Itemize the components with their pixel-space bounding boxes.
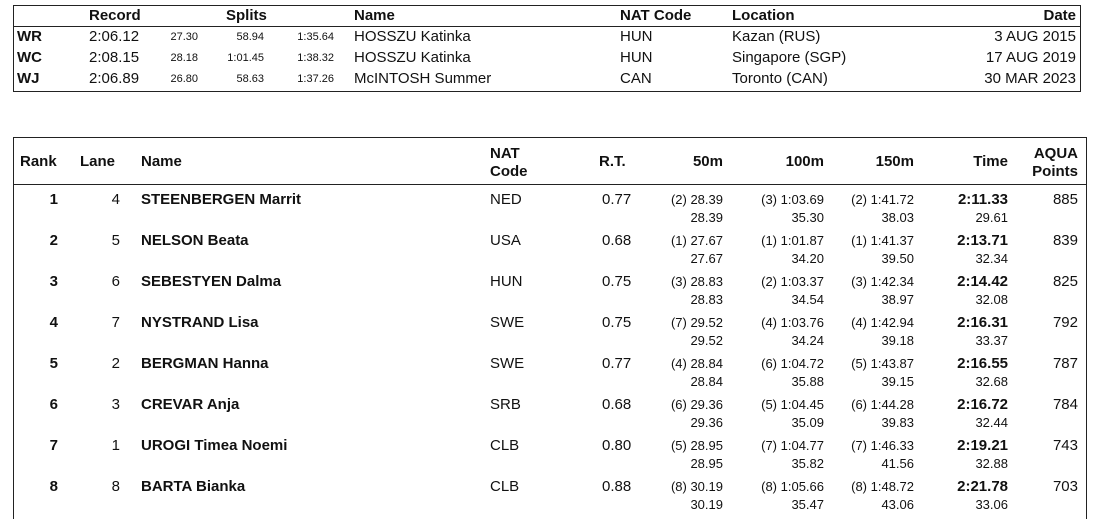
aqua-points: 703: [1052, 478, 1078, 495]
record-code: WJ: [17, 70, 40, 87]
record-time: 2:08.15: [89, 49, 140, 66]
lane-cell: 6: [111, 273, 120, 290]
split-50m-lap: 29.36: [690, 415, 723, 430]
swimmer-name: UROGI Timea Noemi: [141, 437, 288, 454]
nat-cell: CLB: [490, 437, 520, 454]
record-code: WR: [17, 28, 42, 45]
record-time: 2:06.89: [89, 70, 140, 87]
split-150m-lap: 39.83: [881, 415, 914, 430]
split-50m-lap: 30.19: [690, 497, 723, 512]
header-time: Time: [973, 153, 1008, 170]
split-150m-cumulative: (6) 1:44.28: [851, 397, 914, 412]
split-100m-cumulative: (7) 1:04.77: [761, 438, 824, 453]
final-time: 2:16.55: [957, 355, 1008, 372]
result-row: [14, 232, 1086, 273]
final-time: 2:21.78: [957, 478, 1008, 495]
swimmer-name: STEENBERGEN Marrit: [141, 191, 302, 208]
reaction-time: 0.77: [602, 191, 632, 208]
record-split-150: 1:35.64: [297, 31, 334, 43]
header-nat-line2: Code: [490, 163, 528, 180]
result-row: [14, 437, 1086, 478]
record-split-100: 1:01.45: [227, 52, 264, 64]
records-header-location: Location: [732, 7, 795, 24]
split-100m-cumulative: (3) 1:03.69: [761, 192, 824, 207]
result-row: [14, 273, 1086, 314]
records-header-date: Date: [1043, 7, 1076, 24]
final-lap: 32.88: [975, 456, 1008, 471]
record-location: Singapore (SGP): [732, 49, 847, 66]
aqua-points: 743: [1052, 437, 1078, 454]
swimmer-name: BERGMAN Hanna: [141, 355, 269, 372]
lane-cell: 8: [111, 478, 120, 495]
header-nat-line1: NAT: [490, 145, 520, 162]
records-table: [13, 5, 1081, 92]
split-100m-cumulative: (5) 1:04.45: [761, 397, 824, 412]
record-split-150: 1:37.26: [297, 73, 334, 85]
split-50m-cumulative: (2) 28.39: [670, 192, 723, 207]
rank-cell: 8: [49, 478, 58, 495]
record-split-150: 1:38.32: [297, 52, 334, 64]
record-split-50: 28.18: [170, 52, 198, 64]
aqua-points: 792: [1052, 314, 1078, 331]
final-lap: 32.68: [975, 374, 1008, 389]
split-50m-cumulative: (6) 29.36: [670, 397, 723, 412]
header-rt: R.T.: [599, 153, 626, 170]
reaction-time: 0.75: [602, 273, 632, 290]
results-table: [13, 137, 1087, 519]
record-nat: HUN: [620, 28, 653, 45]
final-time: 2:16.31: [957, 314, 1008, 331]
split-50m-cumulative: (3) 28.83: [670, 274, 723, 289]
swimmer-name: SEBESTYEN Dalma: [141, 273, 282, 290]
header-name: Name: [141, 153, 182, 170]
nat-cell: CLB: [490, 478, 520, 495]
record-row: [14, 69, 1080, 90]
record-location: Toronto (CAN): [732, 70, 828, 87]
aqua-points: 885: [1052, 191, 1078, 208]
final-lap: 32.44: [975, 415, 1008, 430]
split-50m-lap: 28.39: [690, 210, 723, 225]
result-row: [14, 478, 1086, 519]
split-100m-cumulative: (2) 1:03.37: [761, 274, 824, 289]
reaction-time: 0.68: [602, 396, 632, 413]
record-holder-name: HOSSZU Katinka: [354, 49, 471, 66]
record-nat: HUN: [620, 49, 653, 66]
result-row: [14, 314, 1086, 355]
record-split-100: 58.63: [236, 73, 264, 85]
result-row: [14, 355, 1086, 396]
split-100m-lap: 35.88: [791, 374, 824, 389]
nat-cell: SWE: [490, 314, 525, 331]
split-150m-lap: 38.03: [881, 210, 914, 225]
split-150m-lap: 38.97: [881, 292, 914, 307]
record-location: Kazan (RUS): [732, 28, 821, 45]
records-header-splits: Splits: [226, 7, 267, 24]
split-100m-lap: 34.20: [791, 251, 824, 266]
result-row: [14, 191, 1086, 232]
record-split-50: 27.30: [170, 31, 198, 43]
swimmer-name: CREVAR Anja: [141, 396, 240, 413]
reaction-time: 0.80: [602, 437, 632, 454]
record-holder-name: McINTOSH Summer: [354, 70, 492, 87]
header-rank: Rank: [20, 153, 57, 170]
split-50m-cumulative: (1) 27.67: [670, 233, 723, 248]
split-100m-lap: 35.09: [791, 415, 824, 430]
split-50m-cumulative: (8) 30.19: [670, 479, 723, 494]
aqua-points: 784: [1052, 396, 1078, 413]
swimmer-name: BARTA Bianka: [141, 478, 246, 495]
final-time: 2:19.21: [957, 437, 1008, 454]
reaction-time: 0.75: [602, 314, 632, 331]
records-header-row: [14, 6, 1080, 27]
rank-cell: 1: [49, 191, 58, 208]
result-row: [14, 396, 1086, 437]
final-lap: 32.34: [975, 251, 1008, 266]
record-time: 2:06.12: [89, 28, 140, 45]
split-150m-cumulative: (2) 1:41.72: [851, 192, 914, 207]
rank-cell: 2: [49, 232, 58, 249]
split-150m-lap: 41.56: [881, 456, 914, 471]
nat-cell: USA: [490, 232, 521, 249]
record-nat: CAN: [620, 70, 652, 87]
final-time: 2:13.71: [957, 232, 1008, 249]
rank-cell: 3: [49, 273, 58, 290]
split-100m-lap: 35.82: [791, 456, 824, 471]
header-100m: 100m: [785, 153, 824, 170]
aqua-points: 825: [1052, 273, 1078, 290]
nat-cell: NED: [490, 191, 522, 208]
record-date: 17 AUG 2019: [985, 49, 1076, 66]
split-150m-lap: 43.06: [881, 497, 914, 512]
record-split-100: 58.94: [236, 31, 264, 43]
records-header-nat-code: NAT Code: [620, 7, 692, 24]
split-150m-lap: 39.15: [881, 374, 914, 389]
split-100m-lap: 35.30: [791, 210, 824, 225]
split-50m-lap: 28.83: [690, 292, 723, 307]
header-50m: 50m: [692, 153, 723, 170]
swimmer-name: NYSTRAND Lisa: [141, 314, 259, 331]
final-time: 2:11.33: [957, 191, 1008, 208]
header-aqua-line1: AQUA: [1033, 145, 1078, 162]
lane-cell: 2: [111, 355, 120, 372]
records-header-record: Record: [89, 7, 141, 24]
records-header-name: Name: [354, 7, 395, 24]
final-lap: 33.06: [975, 497, 1008, 512]
header-aqua-line2: Points: [1032, 163, 1078, 180]
split-100m-lap: 34.24: [791, 333, 824, 348]
reaction-time: 0.68: [602, 232, 632, 249]
header-150m: 150m: [875, 153, 914, 170]
rank-cell: 5: [49, 355, 58, 372]
header-lane: Lane: [80, 153, 116, 170]
split-100m-cumulative: (4) 1:03.76: [761, 315, 824, 330]
lane-cell: 7: [111, 314, 120, 331]
split-50m-lap: 28.84: [690, 374, 723, 389]
swimmer-name: NELSON Beata: [141, 232, 249, 249]
split-50m-cumulative: (7) 29.52: [670, 315, 723, 330]
nat-cell: SRB: [490, 396, 521, 413]
split-50m-cumulative: (5) 28.95: [670, 438, 723, 453]
split-100m-cumulative: (6) 1:04.72: [761, 356, 824, 371]
final-lap: 29.61: [975, 210, 1008, 225]
record-date: 30 MAR 2023: [984, 70, 1076, 87]
final-lap: 33.37: [975, 333, 1008, 348]
aqua-points: 839: [1052, 232, 1078, 249]
final-time: 2:16.72: [957, 396, 1008, 413]
split-150m-cumulative: (1) 1:41.37: [851, 233, 914, 248]
nat-cell: SWE: [490, 355, 525, 372]
split-150m-lap: 39.50: [881, 251, 914, 266]
rank-cell: 7: [49, 437, 58, 454]
split-150m-cumulative: (3) 1:42.34: [851, 274, 914, 289]
rank-cell: 4: [49, 314, 58, 331]
split-100m-lap: 34.54: [791, 292, 824, 307]
record-date: 3 AUG 2015: [994, 28, 1076, 45]
rank-cell: 6: [49, 396, 58, 413]
reaction-time: 0.77: [602, 355, 632, 372]
final-lap: 32.08: [975, 292, 1008, 307]
lane-cell: 4: [111, 191, 120, 208]
lane-cell: 3: [111, 396, 120, 413]
nat-cell: HUN: [490, 273, 523, 290]
split-50m-cumulative: (4) 28.84: [670, 356, 723, 371]
split-50m-lap: 27.67: [690, 251, 723, 266]
split-100m-cumulative: (1) 1:01.87: [761, 233, 824, 248]
split-100m-cumulative: (8) 1:05.66: [761, 479, 824, 494]
lane-cell: 5: [111, 232, 120, 249]
aqua-points: 787: [1052, 355, 1078, 372]
split-150m-cumulative: (4) 1:42.94: [851, 315, 914, 330]
split-150m-lap: 39.18: [881, 333, 914, 348]
split-50m-lap: 29.52: [690, 333, 723, 348]
lane-cell: 1: [111, 437, 120, 454]
record-code: WC: [17, 49, 42, 66]
split-150m-cumulative: (7) 1:46.33: [851, 438, 914, 453]
record-row: [14, 48, 1080, 69]
results-header-row: [14, 138, 1086, 185]
record-split-50: 26.80: [170, 73, 198, 85]
record-row: [14, 27, 1080, 48]
split-150m-cumulative: (8) 1:48.72: [851, 479, 914, 494]
split-50m-lap: 28.95: [690, 456, 723, 471]
split-150m-cumulative: (5) 1:43.87: [851, 356, 914, 371]
final-time: 2:14.42: [957, 273, 1008, 290]
reaction-time: 0.88: [602, 478, 632, 495]
record-holder-name: HOSSZU Katinka: [354, 28, 471, 45]
split-100m-lap: 35.47: [791, 497, 824, 512]
